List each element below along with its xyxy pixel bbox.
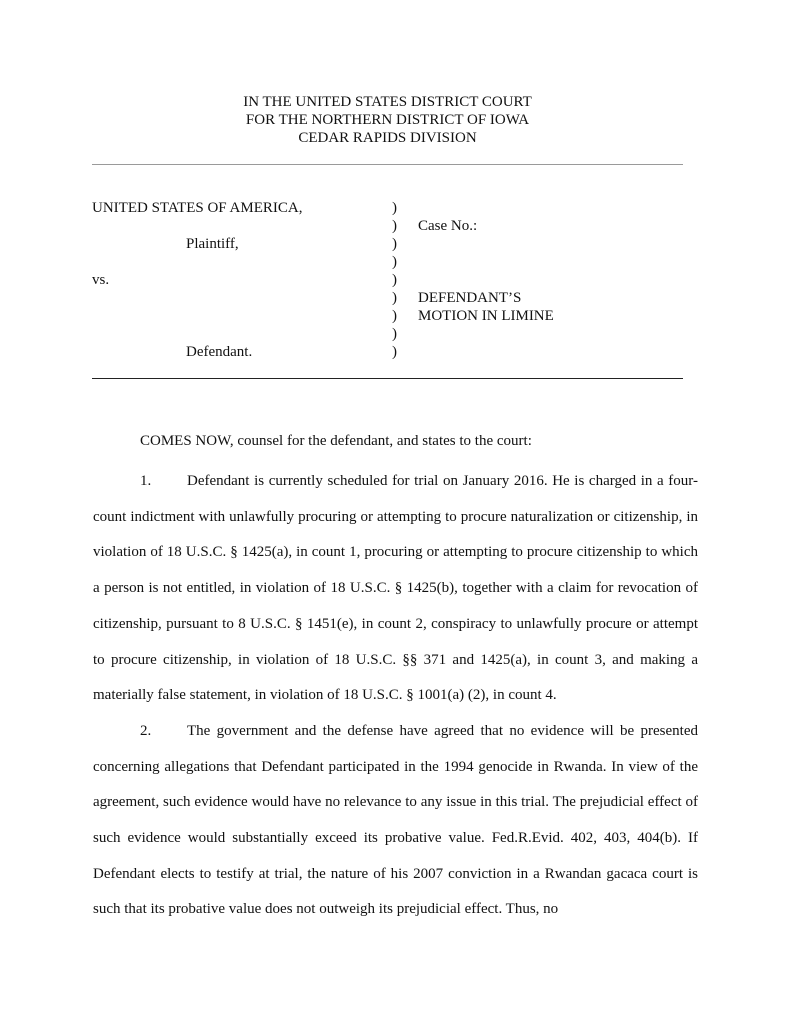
- paren: ): [392, 272, 397, 288]
- division-line: CEDAR RAPIDS DIVISION: [298, 130, 477, 146]
- header-divider: [92, 164, 683, 165]
- paren: ): [392, 254, 397, 270]
- paren: ): [392, 326, 397, 342]
- plaintiff-name: UNITED STATES OF AMERICA,: [92, 200, 303, 216]
- paren: ): [392, 200, 397, 216]
- paren: ): [392, 290, 397, 306]
- caption-parties: [92, 199, 382, 361]
- numbered-paragraph: [93, 464, 698, 714]
- caption-case-info: [418, 199, 683, 325]
- paren: ): [392, 218, 397, 234]
- case-number-label: Case No.:: [418, 218, 478, 234]
- paragraph-number: 2.: [140, 722, 152, 739]
- motion-body: [93, 428, 698, 928]
- paragraph-text: Defendant is currently scheduled for trial on January 2016. He is charged in a four-count indictment with unlawfully procuring or attempting to procure naturalization or citizenship, in violation of 18 U.S.C. § 1425(a), in count 1, procuring or attempting to procure citizenship to which a person is not entitled, in violation of 18 U.S.C. § 1425(b), together with a claim for revocation of citizenship, pursuant to 8 U.S.C. § 1451(e), in count 2, conspiracy to unlawfully procure or attempt to procure citizenship, in violation of 18 U.S.C. §§ 371 and 1425(a), in count 3, and making a materially false statement, in violation of 18 U.S.C. § 1001(a) (2), in count 4.: [93, 473, 698, 704]
- versus-label: vs.: [92, 272, 110, 288]
- court-name-line: IN THE UNITED STATES DISTRICT COURT: [243, 94, 532, 110]
- motion-title-line2: MOTION IN LIMINE: [418, 308, 554, 324]
- court-header: [92, 93, 683, 147]
- paragraph-text: The government and the defense have agreed that no evidence will be presented concerning allegations that Defendant participated in the 1994 genocide in Rwanda. In view of the agreement, such evidence would have no relevance to any issue in this trial. The prejudicial effect of such evidence would substantially exceed its probative value. Fed.R.Evid. 402, 403, 404(b). If Defendant elects to testify at trial, the nature of his 2007 conviction in a Rwandan gacaca court is such that its probative value does not outweigh its prejudicial effect. Thus, no: [93, 722, 698, 918]
- case-caption: [92, 199, 683, 369]
- caption-bottom-rule: [92, 378, 683, 379]
- paren: ): [392, 344, 397, 360]
- defendant-role: Defendant.: [186, 344, 253, 360]
- paren: ): [392, 236, 397, 252]
- numbered-paragraph: [93, 714, 698, 928]
- plaintiff-role: Plaintiff,: [186, 236, 239, 252]
- paren: ): [392, 308, 397, 324]
- district-line: FOR THE NORTHERN DISTRICT OF IOWA: [245, 112, 530, 128]
- paragraph-number: 1.: [140, 473, 152, 489]
- caption-paren-column: [392, 199, 404, 361]
- intro-statement: COMES NOW, counsel for the defendant, and states to the court:: [140, 433, 532, 449]
- motion-title-line1: DEFENDANT’S: [418, 290, 522, 306]
